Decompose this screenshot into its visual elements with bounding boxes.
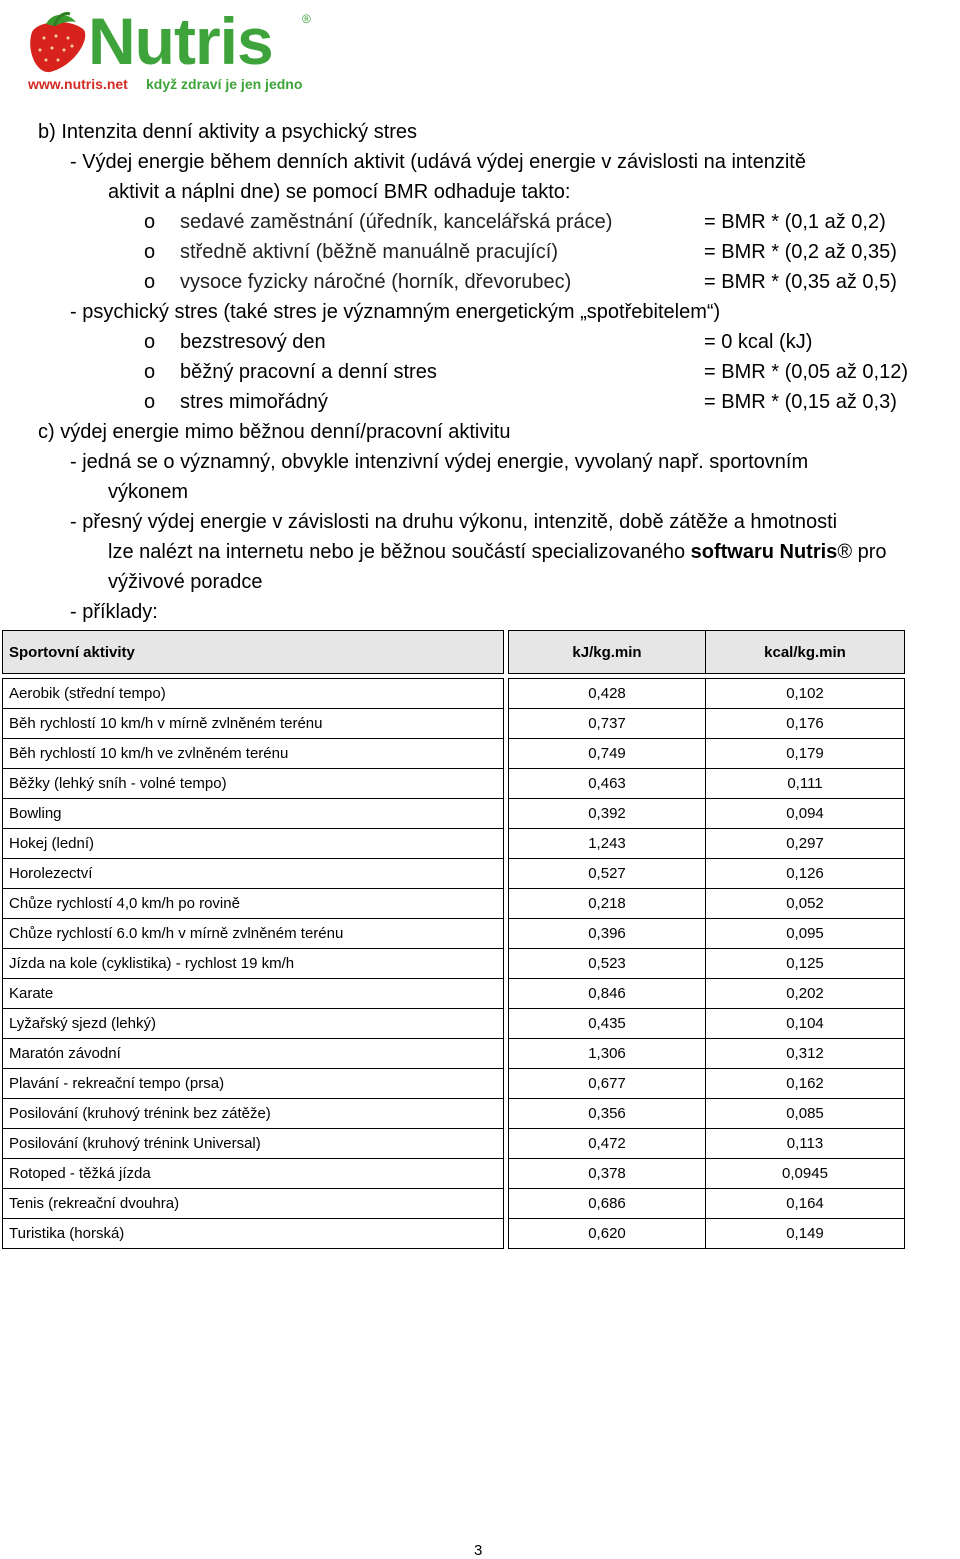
stress-label: stres mimořádný <box>180 391 328 413</box>
kj-value-cell: 0,378 <box>509 1159 706 1189</box>
kj-value-cell: 0,472 <box>509 1129 706 1159</box>
sport-activities-table <box>2 630 905 1249</box>
kj-value-cell: 0,435 <box>509 1009 706 1039</box>
activity-name-cell: Chůze rychlostí 4,0 km/h po rovině <box>3 889 504 919</box>
table-row <box>3 1159 905 1189</box>
kj-value-cell: 0,463 <box>509 769 706 799</box>
logo-name: Nutris <box>88 4 273 78</box>
kcal-value-cell: 0,113 <box>706 1129 905 1159</box>
stress-label: běžný pracovní a denní stres <box>180 361 437 383</box>
table-row <box>3 799 905 829</box>
logo-registered-mark: ® <box>302 12 311 26</box>
activity-value: = BMR * (0,35 až 0,5) <box>704 271 897 293</box>
column-header-kj: kJ/kg.min <box>509 631 706 674</box>
table-row <box>3 889 905 919</box>
table-row <box>3 1099 905 1129</box>
activity-name-cell: Běh rychlostí 10 km/h ve zvlněném terénu <box>3 739 504 769</box>
section-b-item1-line1: - Výdej energie během denních aktivit (udává výdej energie v závislosti na intenzitě <box>70 151 806 173</box>
section-c-item2-line2 <box>108 540 887 564</box>
table-row <box>3 829 905 859</box>
section-b-item2: - psychický stres (také stres je významným energetickým „spotřebitelem“) <box>70 301 721 323</box>
activity-name-cell: Posilování (kruhový trénink bez zátěže) <box>3 1099 504 1129</box>
kj-value-cell: 0,523 <box>509 949 706 979</box>
table-row <box>3 1039 905 1069</box>
activity-label: vysoce fyzicky náročné (horník, dřevorubec) <box>180 271 572 293</box>
activity-value: = BMR * (0,1 až 0,2) <box>704 211 886 233</box>
stress-value: = BMR * (0,05 až 0,12) <box>704 361 908 383</box>
logo-url: www.nutris.net <box>28 76 128 92</box>
section-c-heading: c) výdej energie mimo běžnou denní/pracovní aktivitu <box>38 421 511 443</box>
activity-name-cell: Horolezectví <box>3 859 504 889</box>
kj-value-cell: 0,218 <box>509 889 706 919</box>
kcal-value-cell: 0,164 <box>706 1189 905 1219</box>
section-c-item1-line1: - jedná se o významný, obvykle intenzivní výdej energie, vyvolaný např. sportovním <box>70 451 809 473</box>
activity-name-cell: Jízda na kole (cyklistika) - rychlost 19 km/h <box>3 949 504 979</box>
kcal-value-cell: 0,202 <box>706 979 905 1009</box>
kcal-value-cell: 0,052 <box>706 889 905 919</box>
activity-name-cell: Aerobik (střední tempo) <box>3 679 504 709</box>
table-row <box>3 1069 905 1099</box>
kcal-value-cell: 0,094 <box>706 799 905 829</box>
stress-bullet: o <box>144 361 156 383</box>
kcal-value-cell: 0,312 <box>706 1039 905 1069</box>
table-row <box>3 1009 905 1039</box>
kcal-value-cell: 0,176 <box>706 709 905 739</box>
text-segment: lze nalézt na internetu nebo je běžnou součástí specializovaného <box>108 541 691 563</box>
activity-name-cell: Posilování (kruhový trénink Universal) <box>3 1129 504 1159</box>
activity-label: sedavé zaměstnání (úředník, kancelářská práce) <box>180 211 613 233</box>
table-row <box>3 1219 905 1249</box>
activity-value: = BMR * (0,2 až 0,35) <box>704 241 897 263</box>
kj-value-cell: 0,527 <box>509 859 706 889</box>
stress-bullet: o <box>144 391 156 413</box>
nutris-logo <box>24 6 324 96</box>
activity-bullet: o <box>144 271 156 293</box>
section-c-item3: - příklady: <box>70 601 158 623</box>
kj-value-cell: 0,620 <box>509 1219 706 1249</box>
activity-bullet: o <box>144 211 156 233</box>
kcal-value-cell: 0,297 <box>706 829 905 859</box>
kj-value-cell: 0,392 <box>509 799 706 829</box>
kj-value-cell: 1,243 <box>509 829 706 859</box>
kj-value-cell: 0,686 <box>509 1189 706 1219</box>
column-header-activity: Sportovní aktivity <box>3 631 504 674</box>
kcal-value-cell: 0,126 <box>706 859 905 889</box>
page-number: 3 <box>474 1542 483 1559</box>
table-row <box>3 739 905 769</box>
activity-name-cell: Rotoped - těžká jízda <box>3 1159 504 1189</box>
activity-name-cell: Maratón závodní <box>3 1039 504 1069</box>
activity-name-cell: Hokej (lední) <box>3 829 504 859</box>
activity-name-cell: Běh rychlostí 10 km/h v mírně zvlněném terénu <box>3 709 504 739</box>
section-c-item2-line1: - přesný výdej energie v závislosti na druhu výkonu, intenzitě, době zátěže a hmotnosti <box>70 511 838 533</box>
kj-value-cell: 0,396 <box>509 919 706 949</box>
section-b-item1-line2: aktivit a náplni dne) se pomocí BMR odhaduje takto: <box>108 181 571 203</box>
table-row <box>3 1129 905 1159</box>
kcal-value-cell: 0,085 <box>706 1099 905 1129</box>
stress-label: bezstresový den <box>180 331 326 353</box>
activity-name-cell: Bowling <box>3 799 504 829</box>
kcal-value-cell: 0,102 <box>706 679 905 709</box>
table-row <box>3 919 905 949</box>
section-c-item2-line3: výživové poradce <box>108 571 263 593</box>
activity-name-cell: Plavání - rekreační tempo (prsa) <box>3 1069 504 1099</box>
table-header-row <box>3 631 905 674</box>
kcal-value-cell: 0,0945 <box>706 1159 905 1189</box>
software-name: softwaru Nutris <box>690 541 838 563</box>
kcal-value-cell: 0,149 <box>706 1219 905 1249</box>
kj-value-cell: 0,428 <box>509 679 706 709</box>
column-header-kcal: kcal/kg.min <box>706 631 905 674</box>
activity-name-cell: Chůze rychlostí 6.0 km/h v mírně zvlněném terénu <box>3 919 504 949</box>
stress-value: = 0 kcal (kJ) <box>704 331 813 353</box>
stress-value: = BMR * (0,15 až 0,3) <box>704 391 897 413</box>
kj-value-cell: 0,677 <box>509 1069 706 1099</box>
activity-name-cell: Karate <box>3 979 504 1009</box>
kcal-value-cell: 0,104 <box>706 1009 905 1039</box>
activity-name-cell: Turistika (horská) <box>3 1219 504 1249</box>
kj-value-cell: 0,356 <box>509 1099 706 1129</box>
kcal-value-cell: 0,111 <box>706 769 905 799</box>
kcal-value-cell: 0,125 <box>706 949 905 979</box>
text-segment: ® pro <box>837 541 887 563</box>
logo-tagline: když zdraví je jen jedno <box>146 76 303 92</box>
table-row <box>3 769 905 799</box>
section-b-heading: b) Intenzita denní aktivity a psychický stres <box>38 121 418 143</box>
table-row <box>3 859 905 889</box>
table-row <box>3 979 905 1009</box>
activity-name-cell: Tenis (rekreační dvouhra) <box>3 1189 504 1219</box>
kj-value-cell: 0,737 <box>509 709 706 739</box>
section-c-item1-line2: výkonem <box>108 481 189 503</box>
table-body <box>3 679 905 1249</box>
kj-value-cell: 0,749 <box>509 739 706 769</box>
strawberry-icon <box>24 10 94 76</box>
kcal-value-cell: 0,179 <box>706 739 905 769</box>
table-row <box>3 949 905 979</box>
kj-value-cell: 0,846 <box>509 979 706 1009</box>
activity-name-cell: Lyžařský sjezd (lehký) <box>3 1009 504 1039</box>
activity-name-cell: Běžky (lehký sníh - volné tempo) <box>3 769 504 799</box>
kcal-value-cell: 0,095 <box>706 919 905 949</box>
table-row <box>3 709 905 739</box>
stress-bullet: o <box>144 331 156 353</box>
kj-value-cell: 1,306 <box>509 1039 706 1069</box>
table-row <box>3 1189 905 1219</box>
activity-label: středně aktivní (běžně manuálně pracující) <box>180 241 558 263</box>
kcal-value-cell: 0,162 <box>706 1069 905 1099</box>
activity-bullet: o <box>144 241 156 263</box>
table-row <box>3 679 905 709</box>
